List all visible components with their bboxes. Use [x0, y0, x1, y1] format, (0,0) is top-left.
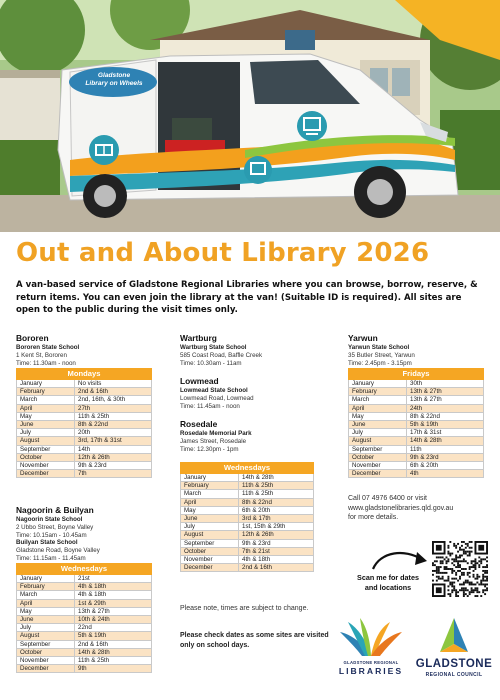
- dates-cell: 5th & 19th: [407, 421, 484, 429]
- location-nagoorin: [16, 505, 100, 563]
- table-row: [17, 470, 152, 478]
- location-school: Nagoorin State School: [16, 516, 83, 523]
- month-cell: July: [17, 429, 75, 437]
- schedule-table-wednesdays-left: [16, 563, 152, 673]
- month-cell: January: [181, 474, 239, 482]
- month-cell: January: [17, 575, 75, 583]
- contact-phone: Call 07 4976 6400 or visit: [348, 495, 427, 502]
- dates-cell: 4th & 18th: [239, 556, 314, 564]
- month-cell: July: [17, 624, 75, 632]
- dates-cell: No visits: [75, 380, 152, 388]
- table-row: [181, 498, 314, 506]
- dates-cell: 20th: [75, 429, 152, 437]
- month-cell: November: [17, 462, 75, 470]
- table-row: [17, 404, 152, 412]
- location-address: Lowmead Road, Lowmead: [180, 394, 254, 402]
- month-cell: May: [349, 412, 407, 420]
- table-row: [17, 429, 152, 437]
- month-cell: April: [181, 498, 239, 506]
- dates-cell: 17th & 31st: [407, 429, 484, 437]
- scan-line1: Scan me for dates: [357, 573, 419, 582]
- dates-cell: 11th & 25th: [75, 657, 152, 665]
- table-row: [17, 437, 152, 445]
- table-row: [349, 412, 484, 420]
- table-heading: Fridays: [349, 369, 484, 380]
- month-cell: February: [17, 388, 75, 396]
- month-cell: November: [17, 657, 75, 665]
- month-cell: March: [17, 396, 75, 404]
- month-cell: March: [181, 490, 239, 498]
- dates-cell: 12th & 26th: [239, 531, 314, 539]
- dates-cell: 21st: [75, 575, 152, 583]
- month-cell: June: [17, 421, 75, 429]
- table-row: [349, 388, 484, 396]
- schedule-table-mondays: [16, 368, 152, 478]
- month-cell: December: [17, 665, 75, 673]
- table-row: [17, 575, 152, 583]
- dates-cell: 6th & 20th: [407, 462, 484, 470]
- dates-cell: 24th: [407, 404, 484, 412]
- table-row: [349, 421, 484, 429]
- location-address: James Street, Rosedale: [180, 437, 247, 445]
- table-heading-row: [349, 369, 484, 380]
- table-row: [181, 531, 314, 539]
- table-row: [349, 445, 484, 453]
- location-name: Nagoorin & Builyan: [16, 505, 94, 515]
- table-row: [181, 547, 314, 555]
- table-row: [181, 474, 314, 482]
- table-row: [17, 388, 152, 396]
- dates-cell: 13th & 27th: [407, 396, 484, 404]
- table-row: [349, 429, 484, 437]
- location-time: Time: 11.30am - noon: [16, 359, 76, 367]
- location-address-builyan: Gladstone Road, Boyne Valley: [16, 547, 100, 555]
- table-row: [17, 640, 152, 648]
- intro-paragraph: A van-based service of Gladstone Regional Libraries where you can browse, borrow, reserve, & return items. You can even join the library at the van! (Suitable ID is required). All sites are open to the public during the visit times only.: [16, 280, 478, 316]
- dates-cell: 22nd: [75, 624, 152, 632]
- table-row: [181, 564, 314, 572]
- dates-cell: 10th & 24th: [75, 616, 152, 624]
- location-address: 585 Coast Road, Baffle Creek: [180, 351, 263, 359]
- table-row: [17, 599, 152, 607]
- contact-info: [348, 494, 488, 523]
- month-cell: December: [17, 470, 75, 478]
- dates-cell: 27th: [75, 404, 152, 412]
- month-cell: February: [17, 583, 75, 591]
- libraries-logo-small: GLADSTONE REGIONAL: [343, 660, 399, 665]
- van-sign: [72, 72, 156, 88]
- location-school: Bororen State School: [16, 344, 80, 351]
- month-cell: October: [349, 453, 407, 461]
- table-row: [349, 462, 484, 470]
- location-school: Yarwun State School: [348, 344, 410, 351]
- table-row: [17, 632, 152, 640]
- table-row: [17, 616, 152, 624]
- month-cell: March: [17, 591, 75, 599]
- month-cell: April: [17, 599, 75, 607]
- month-cell: June: [17, 616, 75, 624]
- table-row: [181, 482, 314, 490]
- month-cell: October: [181, 547, 239, 555]
- month-cell: August: [349, 437, 407, 445]
- dates-cell: 12th & 26th: [75, 453, 152, 461]
- location-time: Time: 12.30pm - 1pm: [180, 445, 239, 453]
- month-cell: October: [17, 648, 75, 656]
- contact-website[interactable]: www.gladstonelibraries.qld.gov.au: [348, 504, 454, 512]
- table-row: [17, 583, 152, 591]
- table-row: [17, 657, 152, 665]
- month-cell: August: [17, 632, 75, 640]
- month-cell: June: [181, 515, 239, 523]
- dates-cell: 14th & 28th: [407, 437, 484, 445]
- month-cell: February: [181, 482, 239, 490]
- table-row: [17, 648, 152, 656]
- month-cell: September: [349, 445, 407, 453]
- month-cell: August: [17, 437, 75, 445]
- dates-cell: 8th & 22nd: [407, 412, 484, 420]
- location-bororen: [16, 333, 79, 367]
- dates-cell: 7th: [75, 470, 152, 478]
- dates-cell: 4th & 18th: [75, 591, 152, 599]
- table-row: [181, 556, 314, 564]
- location-address: 1 Kent St, Bororen: [16, 351, 67, 359]
- table-row: [349, 437, 484, 445]
- month-cell: May: [17, 412, 75, 420]
- month-cell: November: [349, 462, 407, 470]
- location-time: Time: 10.15am - 10.45am: [16, 531, 87, 539]
- location-name: Wartburg: [180, 333, 217, 343]
- dates-cell: 9th: [75, 665, 152, 673]
- dates-cell: 2nd & 16th: [75, 388, 152, 396]
- table-row: [17, 591, 152, 599]
- month-cell: November: [181, 556, 239, 564]
- contact-more: for more details.: [348, 514, 399, 521]
- table-row: [17, 380, 152, 388]
- month-cell: September: [181, 539, 239, 547]
- month-cell: September: [17, 445, 75, 453]
- dates-cell: 3rd & 17th: [239, 515, 314, 523]
- location-wartburg: [180, 333, 262, 367]
- month-cell: January: [349, 380, 407, 388]
- dates-cell: 14th & 28th: [239, 474, 314, 482]
- council-logo: [412, 614, 496, 686]
- dates-cell: 2nd & 16th: [239, 564, 314, 572]
- dates-cell: 6th & 20th: [239, 506, 314, 514]
- dates-cell: 4th & 18th: [75, 583, 152, 591]
- table-heading: Wednesdays: [17, 564, 152, 575]
- dates-cell: 5th & 19th: [75, 632, 152, 640]
- table-heading-row: [181, 463, 314, 474]
- council-logo-word: GLADSTONE: [415, 658, 493, 670]
- table-heading-row: [17, 369, 152, 380]
- table-row: [17, 445, 152, 453]
- table-row: [181, 506, 314, 514]
- table-row: [181, 515, 314, 523]
- dates-cell: 8th & 22nd: [239, 498, 314, 506]
- dates-cell: 9th & 23rd: [75, 462, 152, 470]
- location-name: Lowmead: [180, 376, 219, 386]
- month-cell: May: [181, 506, 239, 514]
- table-heading: Wednesdays: [181, 463, 314, 474]
- dates-cell: 4th: [407, 470, 484, 478]
- dates-cell: 2nd & 16th: [75, 640, 152, 648]
- table-row: [181, 539, 314, 547]
- table-row: [349, 453, 484, 461]
- month-cell: March: [349, 396, 407, 404]
- dates-cell: 8th & 22nd: [75, 421, 152, 429]
- table-row: [349, 380, 484, 388]
- location-time-builyan: Time: 11.15am - 11.45am: [16, 554, 86, 562]
- month-cell: October: [17, 453, 75, 461]
- table-row: [181, 523, 314, 531]
- dates-cell: 1st, 15th & 29th: [239, 523, 314, 531]
- dates-cell: 11th: [407, 445, 484, 453]
- location-time: Time: 10.30am - 11am: [180, 359, 242, 367]
- van-sign-line2: Library on Wheels: [85, 80, 143, 87]
- table-row: [17, 412, 152, 420]
- location-school-builyan: Builyan State School: [16, 539, 78, 547]
- table-row: [349, 396, 484, 404]
- location-name: Bororen: [16, 333, 49, 343]
- libraries-logo-word: LIBRARIES: [338, 666, 404, 676]
- table-row: [17, 396, 152, 404]
- month-cell: August: [181, 531, 239, 539]
- dates-cell: 11th & 25th: [75, 412, 152, 420]
- table-row: [17, 607, 152, 615]
- note-check-dates: Please check dates as some sites are visited only on school days.: [180, 632, 329, 649]
- month-cell: June: [349, 421, 407, 429]
- dates-cell: 9th & 23rd: [407, 453, 484, 461]
- location-address: 2 Ubbo Street, Boyne Valley: [16, 523, 94, 531]
- table-row: [349, 404, 484, 412]
- scan-callout: [346, 573, 430, 592]
- dates-cell: 9th & 23rd: [239, 539, 314, 547]
- scan-line2: and locations: [364, 582, 412, 592]
- dates-cell: 30th: [407, 380, 484, 388]
- table-heading: Mondays: [17, 369, 152, 380]
- dates-cell: 7th & 21st: [239, 547, 314, 555]
- dates-cell: 3rd, 17th & 31st: [75, 437, 152, 445]
- dates-cell: 14th: [75, 445, 152, 453]
- dates-cell: 11th & 25th: [239, 482, 314, 490]
- table-row: [17, 453, 152, 461]
- month-cell: July: [349, 429, 407, 437]
- location-yarwun: [348, 333, 415, 367]
- month-cell: December: [181, 564, 239, 572]
- dates-cell: 13th & 27th: [407, 388, 484, 396]
- arrow-icon: [369, 545, 431, 575]
- location-time: Time: 2.45pm - 3.15pm: [348, 359, 412, 367]
- location-address: 35 Butler Street, Yarwun: [348, 351, 415, 359]
- table-row: [17, 665, 152, 673]
- location-school: Lowmead State School: [180, 387, 248, 394]
- table-row: [349, 470, 484, 478]
- location-name: Yarwun: [348, 333, 378, 343]
- location-rosedale: [180, 419, 252, 453]
- month-cell: July: [181, 523, 239, 531]
- table-row: [17, 462, 152, 470]
- dates-cell: 1st & 29th: [75, 599, 152, 607]
- location-name: Rosedale: [180, 419, 218, 429]
- month-cell: February: [349, 388, 407, 396]
- location-lowmead: [180, 376, 254, 410]
- dates-cell: 2nd, 16th, & 30th: [75, 396, 152, 404]
- dates-cell: 14th & 28th: [75, 648, 152, 656]
- van-sign-line1: Gladstone: [97, 72, 131, 79]
- dates-cell: 11th & 25th: [239, 490, 314, 498]
- qr-code[interactable]: [432, 541, 488, 597]
- note-times: Please note, times are subject to change.: [180, 605, 309, 612]
- libraries-logo: [332, 616, 410, 686]
- table-row: [17, 624, 152, 632]
- month-cell: December: [349, 470, 407, 478]
- dates-cell: 13th & 27th: [75, 607, 152, 615]
- table-row: [17, 421, 152, 429]
- month-cell: January: [17, 380, 75, 388]
- month-cell: April: [17, 404, 75, 412]
- month-cell: September: [17, 640, 75, 648]
- month-cell: April: [349, 404, 407, 412]
- table-row: [181, 490, 314, 498]
- month-cell: May: [17, 607, 75, 615]
- schedule-table-wednesdays-mid: [180, 462, 314, 572]
- table-heading-row: [17, 564, 152, 575]
- location-school: Rosedale Memorial Park: [180, 430, 252, 437]
- hero-photo: [0, 0, 500, 232]
- location-school: Wartburg State School: [180, 344, 247, 351]
- council-logo-small: REGIONAL COUNCIL: [425, 672, 483, 678]
- page-title: Out and About Library 2026: [16, 238, 430, 268]
- schedule-table-fridays: [348, 368, 484, 478]
- location-time: Time: 11.45am - noon: [180, 402, 240, 410]
